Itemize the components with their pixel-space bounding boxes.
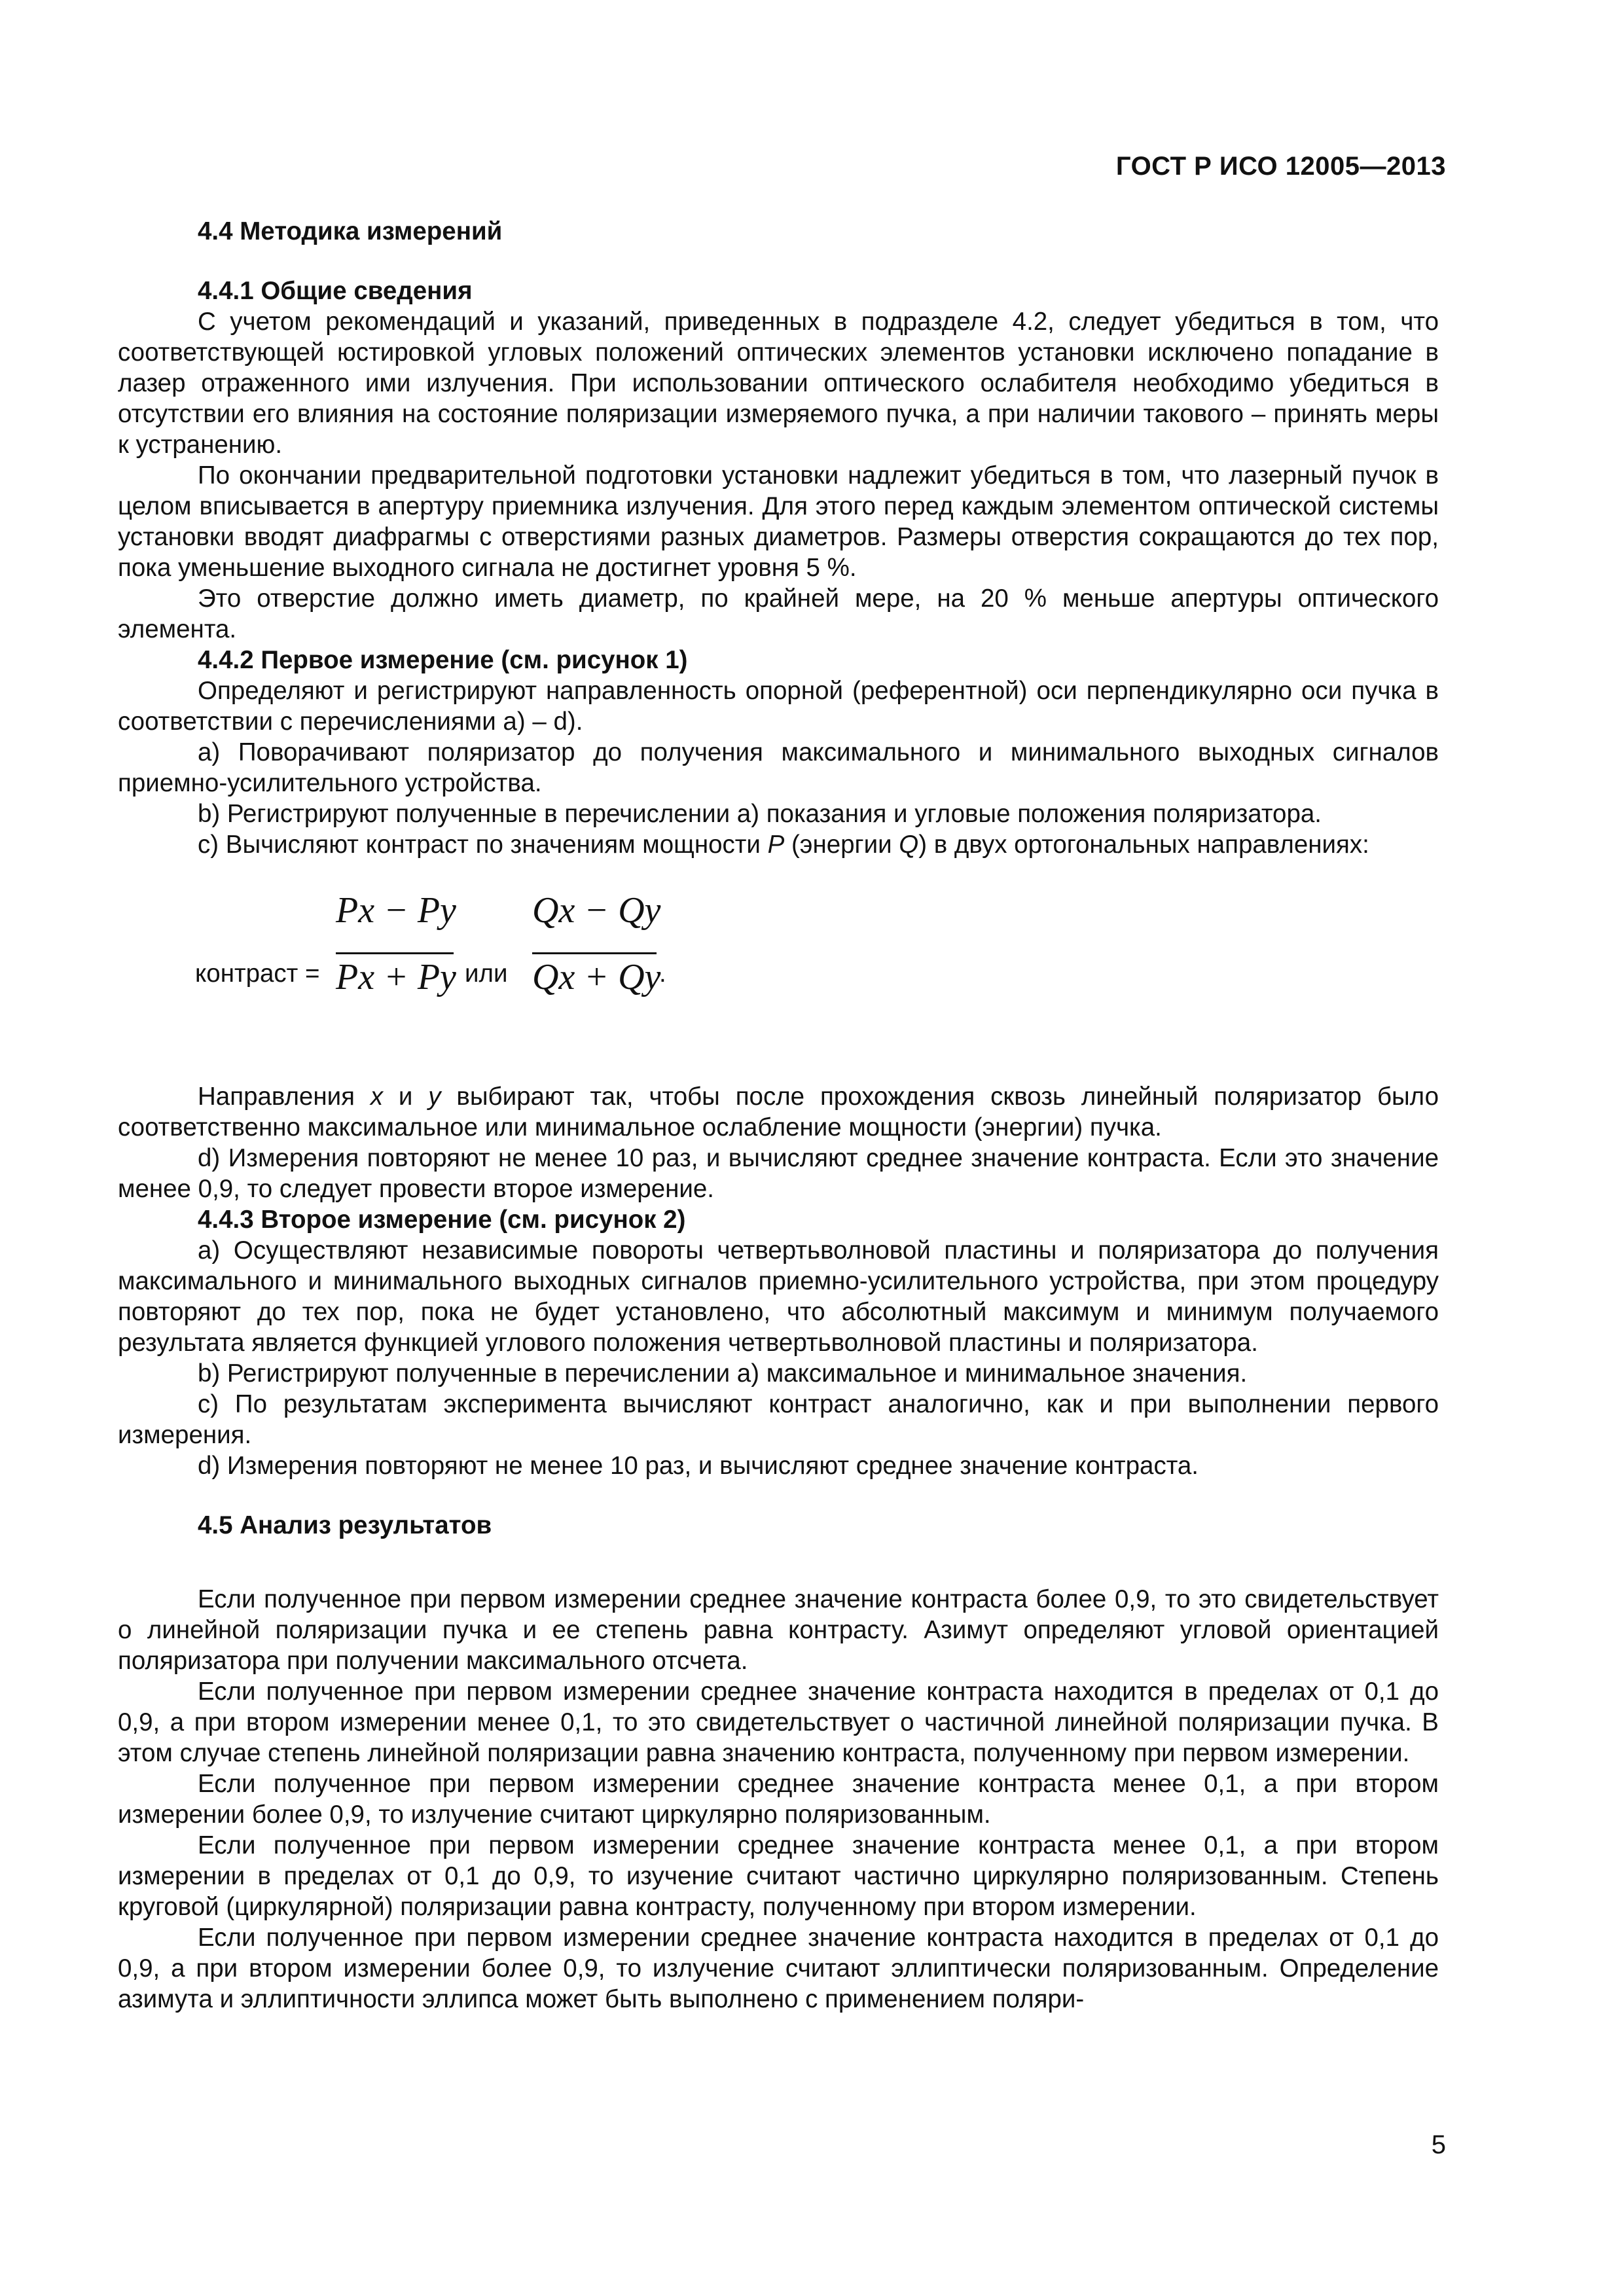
paragraph: Направления x и y выбирают так, чтобы после прохождения сквозь линейный поляризатор было соответственно максимальное или минимальное ослабление мощности (энергии) пучка. bbox=[118, 1083, 1439, 1141]
paragraph: По окончании предварительной подготовки установки надлежит убедиться в том, что лазерный пучок в целом вписывается в апертуру приемника излучения. Для этого перед каждым элементом оптической системы установки вводят диафрагмы с отверстиями разных диаметров. Размеры отверстия сокращаются до тех пор, пока уменьшение выходного сигнала не достигнет уровня 5 %. bbox=[118, 461, 1439, 582]
paragraph: Если полученное при первом измерении среднее значение контраста менее 0,1, а при втором измерении в пределах от 0,1 до 0,9, то изучение считают частично циркулярно поляризованным. Степень круговой (циркулярной) поляризации равна контрасту, полученному при втором измерении. bbox=[118, 1831, 1439, 1921]
section-4-4-3-title: 4.4.3 Второе измерение (см. рисунок 2) bbox=[198, 1206, 686, 1234]
fraction-bar bbox=[336, 952, 454, 954]
list-item-d: d) Измерения повторяют не менее 10 раз, и вычисляют среднее значение контраста. bbox=[198, 1452, 1199, 1480]
page-body bbox=[118, 216, 1439, 2015]
list-item-c: c) Вычисляют контраст по значениям мощности P (энергии Q) в двух ортогональных направлениях: bbox=[198, 831, 1369, 859]
var-p: P bbox=[767, 831, 785, 859]
list-item-a: a) Поворачивают поляризатор до получения максимального и минимального выходных сигналов приемно-усилительного устройства. bbox=[118, 738, 1439, 797]
paragraph: Если полученное при первом измерении среднее значение контраста находится в пределах от 0,1 до 0,9, а при втором измерении менее 0,1, то это свидетельствует о частичной линейной поляризации пучка. В этом случае степень линейной поляризации равна значению контраста, полученному при первом измерении. bbox=[118, 1677, 1439, 1767]
fraction-power-numerator: Px − Py bbox=[336, 890, 456, 931]
list-item-b: b) Регистрируют полученные в перечислении a) максимальное и минимальное значения. bbox=[198, 1359, 1248, 1388]
fraction-power bbox=[336, 890, 456, 1052]
list-item-d: d) Измерения повторяют не менее 10 раз, и вычисляют среднее значение контраста. Если это значение менее 0,9, то следует провести второе измерение. bbox=[118, 1144, 1439, 1203]
formula-or: или bbox=[465, 960, 508, 988]
paragraph: Если полученное при первом измерении среднее значение контраста находится в пределах от 0,1 до 0,9, а при втором измерении более 0,9, то излучение считают эллиптически поляризованным. Определение азимута и эллиптичности эллипса может быть выполнено с применением поляри- bbox=[118, 1924, 1439, 2013]
fraction-power-denominator: Px + Py bbox=[336, 957, 456, 997]
contrast-formula bbox=[118, 890, 1439, 1062]
var-q: Q bbox=[899, 831, 919, 859]
list-item-b: b) Регистрируют полученные в перечислении a) показания и угловые положения поляризатора. bbox=[198, 800, 1322, 828]
formula-label: контраст = bbox=[195, 960, 320, 988]
fraction-energy bbox=[532, 890, 661, 1052]
paragraph: С учетом рекомендаций и указаний, приведенных в подразделе 4.2, следует убедиться в том, что соответствующей юстировкой угловых положений оптических элементов установки исключено попадание в лазер отраженного ими излучения. При использовании оптического ослабителя необходимо убедиться в отсутствии его влияния на состояние поляризации измеряемого пучка, а при наличии такового – принять меры к устранению. bbox=[118, 308, 1439, 459]
section-4-4-1-title: 4.4.1 Общие сведения bbox=[198, 277, 473, 305]
section-4-5-title: 4.5 Анализ результатов bbox=[198, 1511, 492, 1539]
fraction-bar bbox=[532, 952, 657, 954]
list-item-c: c) По результатам эксперимента вычисляют контраст аналогично, как и при выполнении первого измерения. bbox=[118, 1390, 1439, 1449]
fraction-energy-numerator: Qx − Qy bbox=[532, 890, 661, 931]
paragraph: Если полученное при первом измерении среднее значение контраста менее 0,1, а при втором измерении более 0,9, то излучение считают циркулярно поляризованным. bbox=[118, 1770, 1439, 1829]
fraction-energy-denominator: Qx + Qy bbox=[532, 957, 661, 997]
section-4-4-title: 4.4 Методика измерений bbox=[198, 217, 503, 245]
formula-end: . bbox=[659, 960, 666, 988]
paragraph: Это отверстие должно иметь диаметр, по крайней мере, на 20 % меньше апертуры оптического элемента. bbox=[118, 584, 1439, 643]
section-4-4-2-title: 4.4.2 Первое измерение (см. рисунок 1) bbox=[198, 646, 688, 674]
paragraph: Если полученное при первом измерении среднее значение контраста более 0,9, то это свидетельствует о линейной поляризации пучка и ее степень равна контрасту. Азимут определяют угловой ориентацией поляризатора при получении максимального отсчета. bbox=[118, 1585, 1439, 1675]
document-header: ГОСТ Р ИСО 12005—2013 bbox=[1115, 152, 1446, 181]
paragraph: Определяют и регистрируют направленность опорной (референтной) оси перпендикулярно оси пучка в соответствии с перечислениями a) – d). bbox=[118, 677, 1439, 736]
list-item-a: a) Осуществляют независимые повороты четвертьволновой пластины и поляризатора до получения максимального и минимального выходных сигналов приемно-усилительного устройства, при этом процедуру повторяют до тех пор, пока не будет установлено, что абсолютный максимум и минимум получаемого результата является функцией углового положения четвертьволновой пластины и поляризатора. bbox=[118, 1236, 1439, 1357]
var-x: x bbox=[370, 1083, 384, 1111]
page-number: 5 bbox=[1431, 2130, 1446, 2159]
var-y: y bbox=[428, 1083, 441, 1111]
